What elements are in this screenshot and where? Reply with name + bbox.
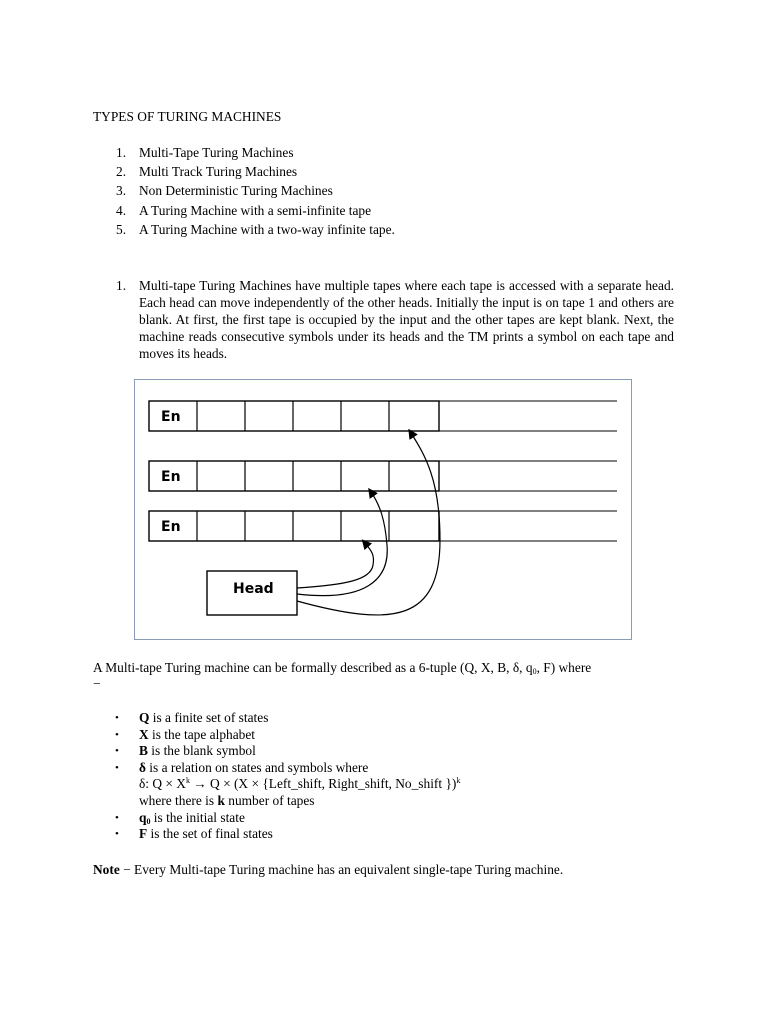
tape-2-cells (149, 461, 439, 491)
definition-list (93, 710, 693, 843)
tape-1 (149, 401, 617, 431)
head-box (207, 571, 297, 615)
list-item: • $q_0$ is the initial state (115, 809, 245, 826)
tape-label: En (161, 519, 181, 535)
note-paragraph: Note − Every Multi-tape Turing machine has an equivalent single-tape Turing machine. (93, 862, 564, 877)
section-paragraph: Multi-tape Turing Machines have multiple tapes where each tape is accessed with a separate head. Each head can move independently of the other heads. Initially the input is on tape 1 and others are blank. At first, the first tape is occupied by the input and the other tapes are kept blank. Next, the machine reads consecutive symbols under its heads and the TM prints a symbol on each tape and moves its heads. (139, 278, 674, 361)
list-item: • Q is a finite set of states (115, 710, 269, 725)
arrow-to-tape-1 (297, 433, 440, 615)
arrow-to-tape-2 (297, 492, 387, 596)
list-item: • δ is a relation on states and symbols where δ: $Q \times X^k \to Q \times (X$ × {Left_shift, Right_shift, No_shift })$^k$ where there is k number of tapes (115, 759, 461, 808)
list-item: 2. Multi Track Turing Machines (116, 164, 298, 180)
list-item: • X is the tape alphabet (115, 726, 256, 742)
types-list (93, 143, 395, 239)
list-item: 3. Non Deterministic Turing Machines (116, 183, 333, 199)
list-item: 5. A Turing Machine with a two-way infinite tape. (116, 221, 395, 237)
tape-3-cells (149, 511, 439, 541)
list-item: 1. Multi-Tape Turing Machines (116, 145, 294, 160)
tape-label: En (161, 469, 181, 485)
tape-2 (149, 461, 617, 491)
list-item: 4. A Turing Machine with a semi-infinite tape (116, 202, 372, 218)
diagram-svg (135, 380, 631, 639)
transition-formula: δ: $Q \times X^k \to Q \times (X$ × {Left_shift, Right_shift, No_shift })$^k$ (139, 776, 461, 792)
head-label: Head (233, 581, 274, 597)
tape-1-cells (149, 401, 439, 431)
section-heading: TYPES OF TURING MACHINES (93, 109, 282, 124)
list-item: • F is the set of final states (115, 826, 273, 842)
tape-label: En (161, 409, 181, 425)
arrow-to-tape-3 (297, 543, 374, 588)
tape-3 (149, 511, 617, 541)
section-number: 1. (116, 278, 127, 293)
multi-tape-diagram (134, 379, 632, 640)
list-item: • B is the blank symbol (115, 743, 256, 759)
formal-description: A Multi-tape Turing machine can be formally described as a 6-tuple (Q, X, B, δ, $q_0$, F) where − (93, 660, 592, 691)
